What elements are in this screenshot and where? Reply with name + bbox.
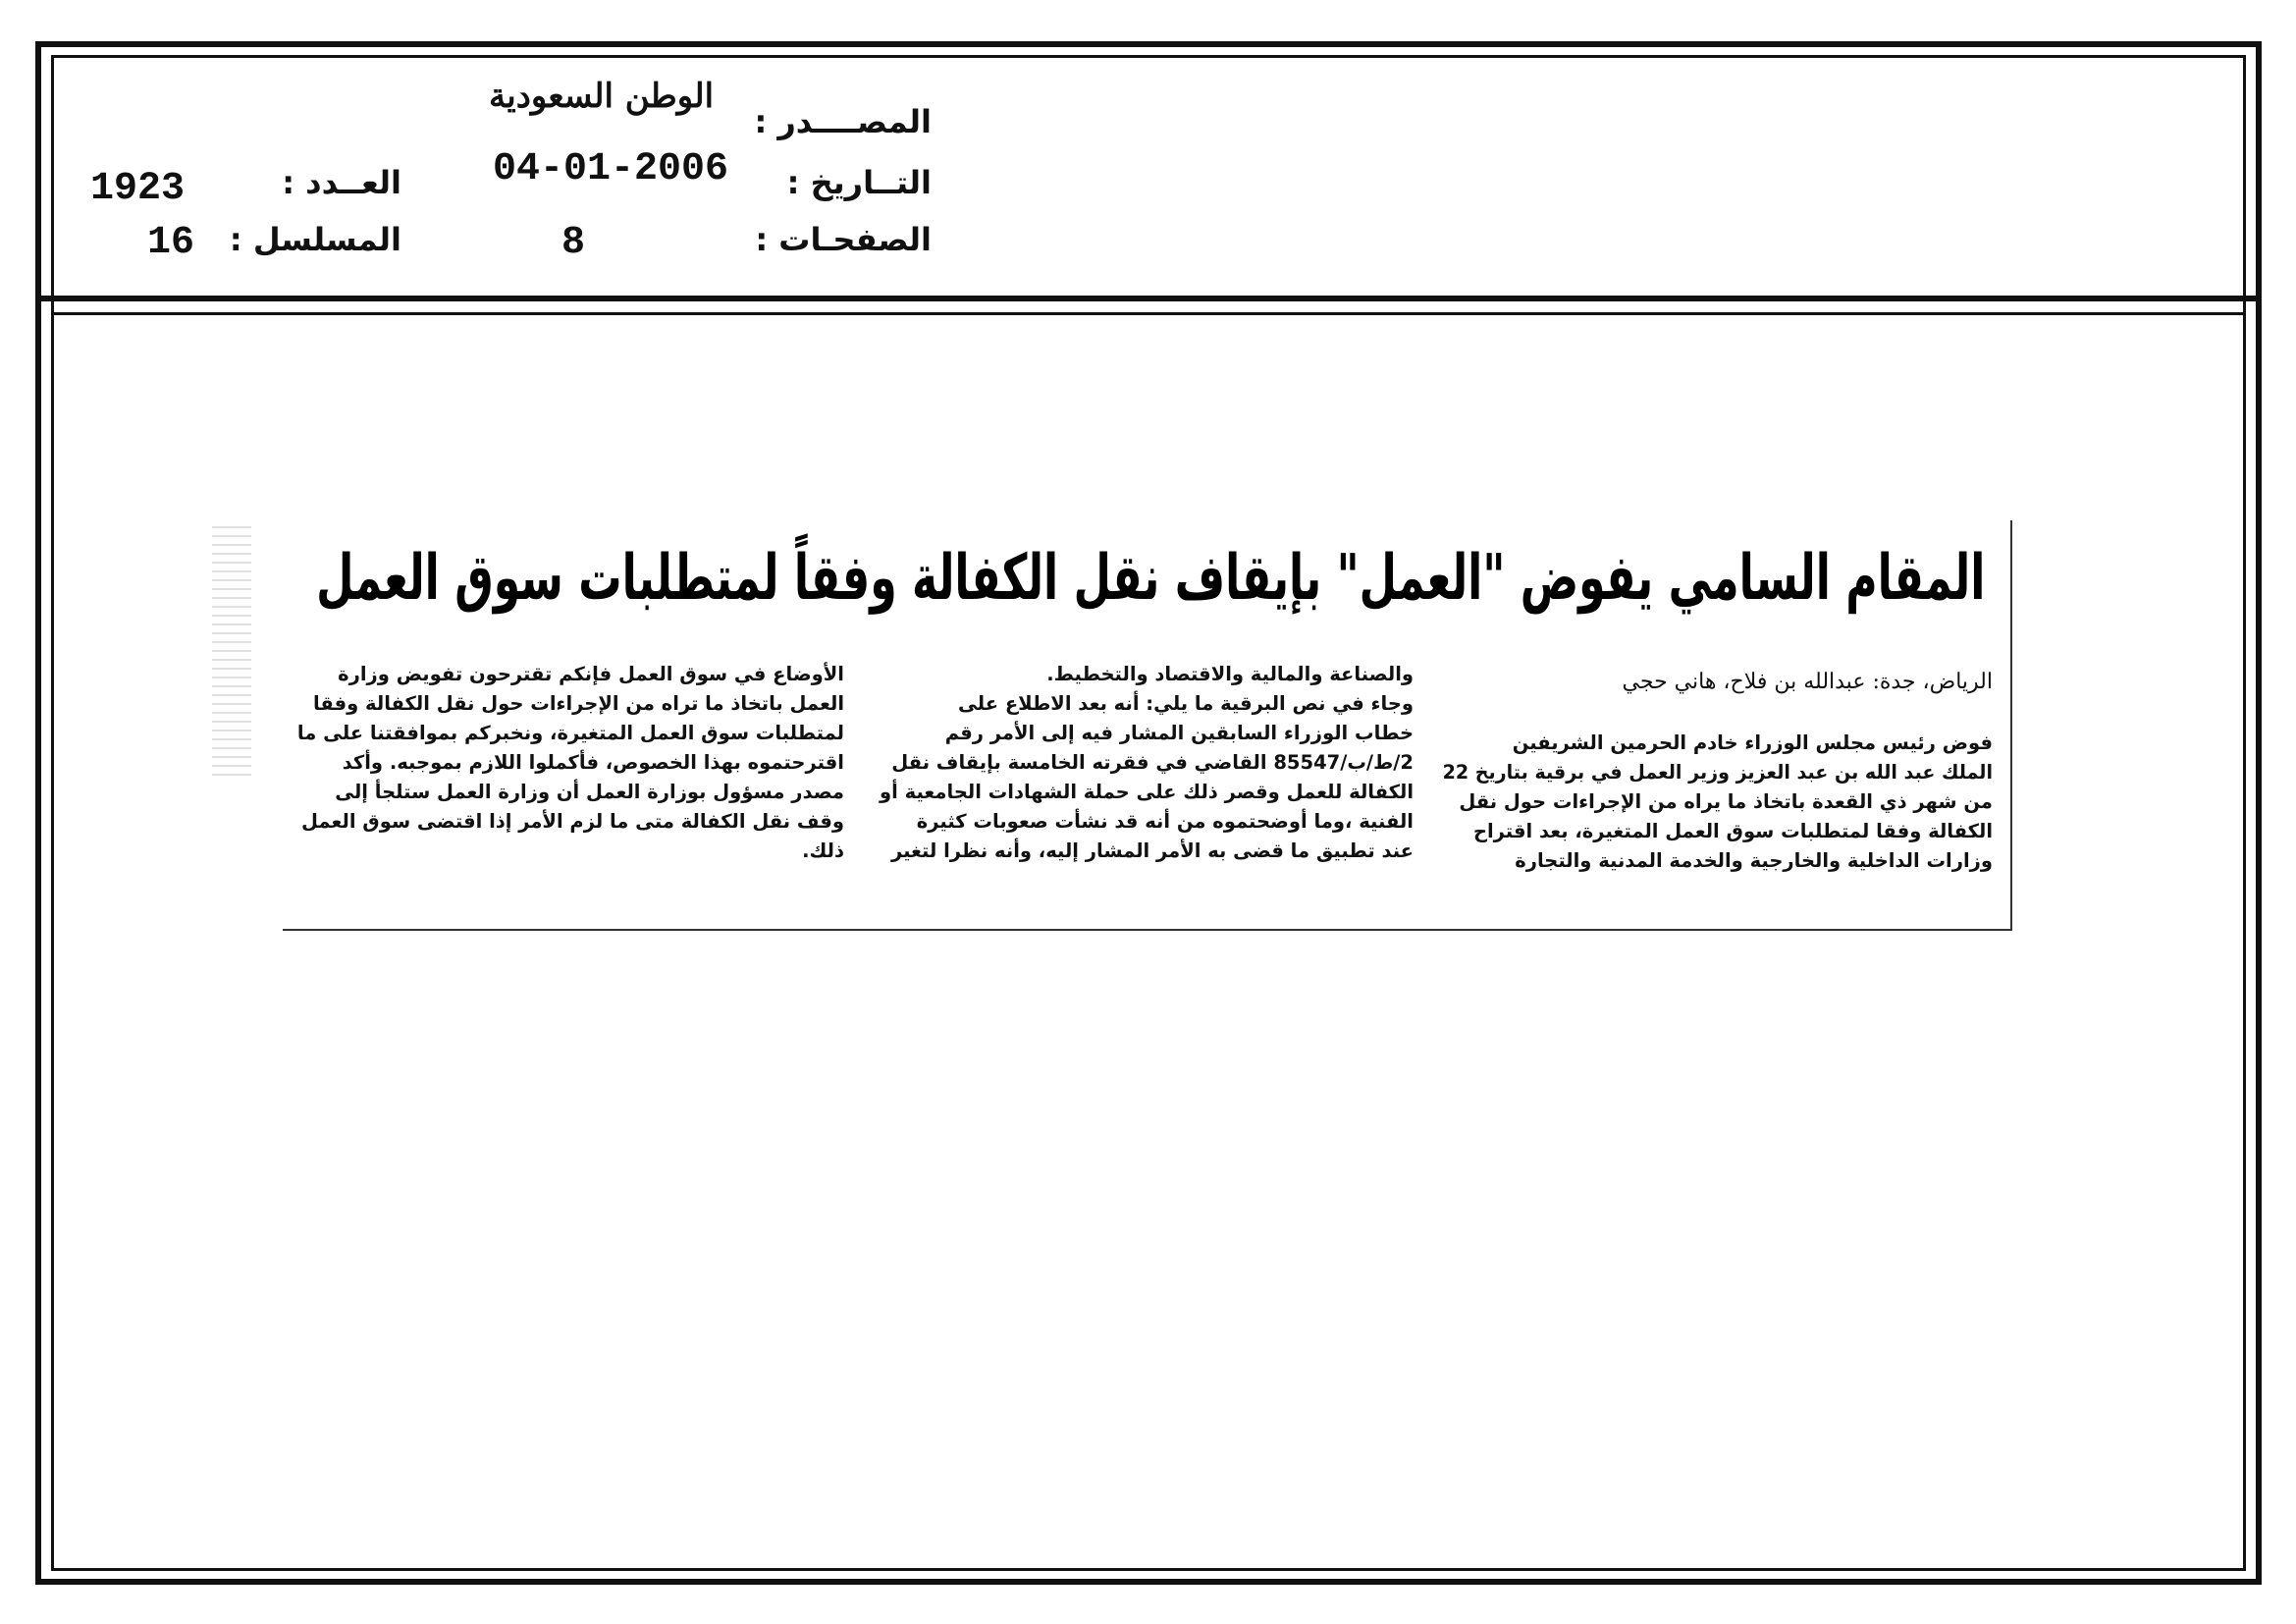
article-column-left bbox=[294, 660, 844, 866]
text-line: وجاء في نص البرقية ما يلي: أنه بعد الاطلاع على bbox=[958, 692, 1414, 715]
header-divider bbox=[35, 296, 2262, 301]
text-line: الكفالة للعمل وقصر ذلك على حملة الشهادات الجامعية أو bbox=[880, 781, 1414, 803]
text-line: وزارات الداخلية والخارجية والخدمة المدنية والتجارة bbox=[1515, 849, 1993, 872]
text-line: الملك عبد الله بن عبد العزيز وزير العمل في برقية بتاريخ 22 bbox=[1442, 761, 1993, 784]
text-line: 2/ط/ب/85547 القاضي في فقرته الخامسة بإيقاف نقل bbox=[891, 751, 1414, 774]
article-column-right bbox=[1443, 729, 1993, 876]
text-line: والصناعة والمالية والاقتصاد والتخطيط. bbox=[1046, 663, 1414, 685]
text-line: الفنية ،وما أوضحتموه من أنه قد نشأت صعوبات كثيرة bbox=[916, 810, 1414, 833]
text-line: خطاب الوزراء السابقين المشار فيه إلى الأمر رقم bbox=[944, 722, 1414, 744]
serial-label: المسلسل : bbox=[229, 221, 401, 258]
scan-artifact bbox=[212, 520, 251, 776]
text-line: لمتطلبات سوق العمل المتغيرة، ونخبركم بموافقتنا على ما bbox=[296, 722, 844, 744]
serial-value: 16 bbox=[147, 221, 195, 265]
article-bottom-rule bbox=[283, 929, 2012, 931]
text-line: فوض رئيس مجلس الوزراء خادم الحرمين الشريفين bbox=[1512, 731, 1993, 754]
article-clipping bbox=[283, 520, 2012, 923]
date-label: التــاريخ : bbox=[786, 164, 932, 201]
pages-value: 8 bbox=[561, 221, 586, 265]
text-line: الأوضاع في سوق العمل فإنكم تقترحون تفويض وزارة bbox=[338, 663, 844, 685]
source-label: المصــــدر : bbox=[754, 103, 932, 140]
text-line: من شهر ذي القعدة باتخاذ ما يراه من الإجراءات حول نقل bbox=[1459, 790, 1993, 813]
date-value: 04-01-2006 bbox=[493, 147, 729, 191]
article-right-rule bbox=[2010, 520, 2012, 931]
article-headline: المقام السامي يفوض "العمل" بإيقاف نقل الكفالة وفقاً لمتطلبات سوق العمل bbox=[315, 542, 1985, 615]
text-line: ذلك. bbox=[802, 839, 844, 862]
text-line: مصدر مسؤول بوزارة العمل أن وزارة العمل ستلجأ إلى bbox=[335, 781, 844, 803]
text-line: اقترحتموه بهذا الخصوص، فأكملوا اللازم بموجبه. وأكد bbox=[342, 751, 844, 774]
text-line: الكفالة وفقا لمتطلبات سوق العمل المتغيرة، بعد اقتراح bbox=[1472, 820, 1993, 842]
issue-label: العــدد : bbox=[282, 164, 401, 201]
pages-label: الصفحـات : bbox=[755, 221, 932, 258]
source-value: الوطن السعودية bbox=[489, 77, 715, 116]
text-line: وقف نقل الكفالة متى ما لزم الأمر إذا اقتضى سوق العمل bbox=[301, 810, 844, 833]
text-line: العمل باتخاذ ما تراه من الإجراءات حول نقل الكفالة وفقا bbox=[313, 692, 844, 715]
article-column-middle bbox=[864, 660, 1414, 866]
article-byline: الرياض، جدة: عبدالله بن فلاح، هاني حجي bbox=[1622, 670, 1993, 694]
issue-value: 1923 bbox=[90, 167, 186, 211]
text-line: عند تطبيق ما قضى به الأمر المشار إليه، وأنه نظرا لتغير bbox=[890, 839, 1414, 862]
header-divider-inner bbox=[51, 312, 2246, 315]
